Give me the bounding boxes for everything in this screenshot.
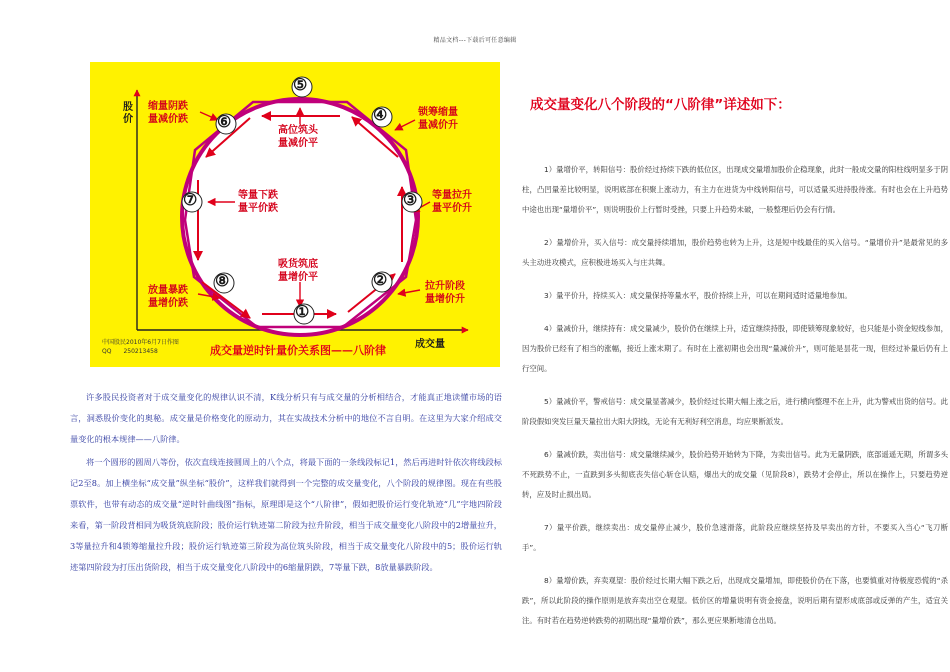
stage-label-1: 吸货筑底 量增价平 <box>278 259 318 283</box>
stage-number-1: ① <box>295 302 310 321</box>
stage-detail-3: 3）量平价升，持续买入：成交量保持等量水平，股价持续上升，可以在期间适时适量地参加。 <box>544 291 852 300</box>
stage-detail-6: 6）量减价跌，卖出信号：成交量继续减少，股价趋势开始转为下降，为卖出信号。此为无量阴跌，底部遥遥无期，所谓多头不死跌势不止，一直跌到多头彻底丧失信心斩仓认赔，爆出大的成交量（见阶段8），跌势才会停止，所以在操作上，只要趋势逆转，应及时止损出局。 <box>522 450 948 499</box>
stage-number-7: ⑦ <box>183 190 198 209</box>
stage-detail-7: 7）量平价跌，继续卖出：成交量停止减少，股价急速滑落，此阶段应继续坚持及早卖出的方针，不要买入当心“飞刀断手”。 <box>522 523 948 552</box>
y-axis-label: 股价 <box>123 102 133 125</box>
figure-credit: 中国股民2010年6月7日作图 QQ 250213458 <box>102 339 179 355</box>
stage-detail-2: 2）量增价升，买入信号：成交量持续增加，股价趋势也转为上升，这是短中线最佳的买入信号。“量增价升”是最常见的多头主动进攻模式，应积极进场买入与庄共舞。 <box>522 238 948 267</box>
stage-detail-5: 5）量减价平，警戒信号：成交量显著减少，股价经过长期大幅上涨之后，进行横向整理不在上升，此为警戒出货的信号。此阶段假如突发巨量天量拉出大阳大阴线，无论有无利好利空消息，均应果断派发。 <box>522 397 948 426</box>
stage-number-2: ② <box>373 270 388 289</box>
stage-label-6: 缩量阴跌 量减价跌 <box>148 101 188 125</box>
stage-number-8: ⑧ <box>215 271 230 290</box>
x-axis-label: 成交量 <box>415 339 445 350</box>
stage-number-4: ④ <box>373 105 388 124</box>
header-note: 精品文档---下载后可任意编辑 <box>433 37 517 44</box>
stage-label-2: 拉升阶段 量增价升 <box>425 281 465 305</box>
stage-number-3: ③ <box>403 190 418 209</box>
stage-label-7: 等量下跌 量平价跌 <box>238 190 278 214</box>
stage-number-6: ⑥ <box>217 112 232 131</box>
stage-detail-4: 4）量减价升，继续持有：成交量减少，股价仍在继续上升，适宜继续持股，即使锁筹现象较好，也只能是小资金短线参加，因为股价已经有了相当的涨幅，接近上涨末期了。有时在上涨初期也会出现“量减价升”，则可能是昙花一现，但经过补量后仍有上行空间。 <box>522 324 948 373</box>
stage-label-3: 等量拉升 量平价升 <box>432 190 472 214</box>
eight-stage-diagram <box>90 62 500 367</box>
figure-title: 成交量逆时针量价关系图——八阶律 <box>210 344 386 357</box>
stage-details-list <box>522 160 948 644</box>
stage-label-4: 锁筹缩量 量减价升 <box>418 107 458 131</box>
intro-paragraph: 许多股民投资者对于成交量变化的规律认识不清，K线分析只有与成交量的分析相结合，才能真正地读懂市场的语言，洞悉股价变化的奥秘。成交量是价格变化的原动力，其在实战技术分析中的地位不言自明。在这里为大家介绍成交量变化的根本规律——八阶律。 <box>70 392 502 444</box>
stage-detail-1: 1）量增价平，转阳信号：股价经过持续下跌的低位区，出现成交量增加股价企稳现象，此时一般成交量的阳柱线明显多于阴柱，凸凹量差比较明显，说明底部在积聚上涨动力，有主力在进货为中线转阳信号，可以适量买进持股待涨。有时也会在上升趋势中途也出现“量增价平”，则说明股价上行暂时受挫，只要上升趋势未破，一般整理后仍会有行情。 <box>522 165 948 214</box>
method-paragraph: 将一个圆形的圆周八等份，依次直线连接圆周上的八个点，将最下面的一条线段标记1，然后再进时针依次将线段标记2至8。加上横坐标“成交量”纵坐标“股价”，这样我们就得到一个完整的成交量变化，八个阶段的规律图。现在有些股票软件，也带有动态的成交量“逆时针曲线图”指标，原理即是这个“八阶律”，假如把股价运行变化轨迹“几”字地四阶段来看，第一阶段背相同为吸货筑底阶段；股价运行轨迹第二阶段为拉升阶段，相当于成交量变化八阶段中的2增量拉升，3等量拉升和4锁筹缩量拉升段；股价运行轨迹第三阶段为高位筑头阶段，相当于成交量变化八阶段中的5；股价运行轨迹第四阶段为打压出货阶段，相当于成交量变化八阶段中的6缩量阴跌，7等量下跌，8放量暴跌阶段。 <box>70 457 502 572</box>
stage-label-5: 高位筑头 量减价平 <box>278 125 318 149</box>
stage-detail-8: 8）量增价跌，弃卖观望：股价经过长期大幅下跌之后，出现成交量增加，即使股价仍在下落，也要慎重对待极度恐慌的“杀跌”，所以此阶段的操作原则是放弃卖出空仓观望。低价区的增量说明有资金接盘，说明后期有望形成底部或反弹的产生，适宜关注。有时若在趋势逆转跌势的初期出现“量增价跌”，那么更应果断地清仓出局。 <box>522 576 948 625</box>
stage-number-5: ⑤ <box>293 75 308 94</box>
stage-label-8: 放量暴跌 量增价跌 <box>148 285 188 309</box>
section-title: 成交量变化八个阶段的“八阶律”详述如下： <box>530 97 791 113</box>
